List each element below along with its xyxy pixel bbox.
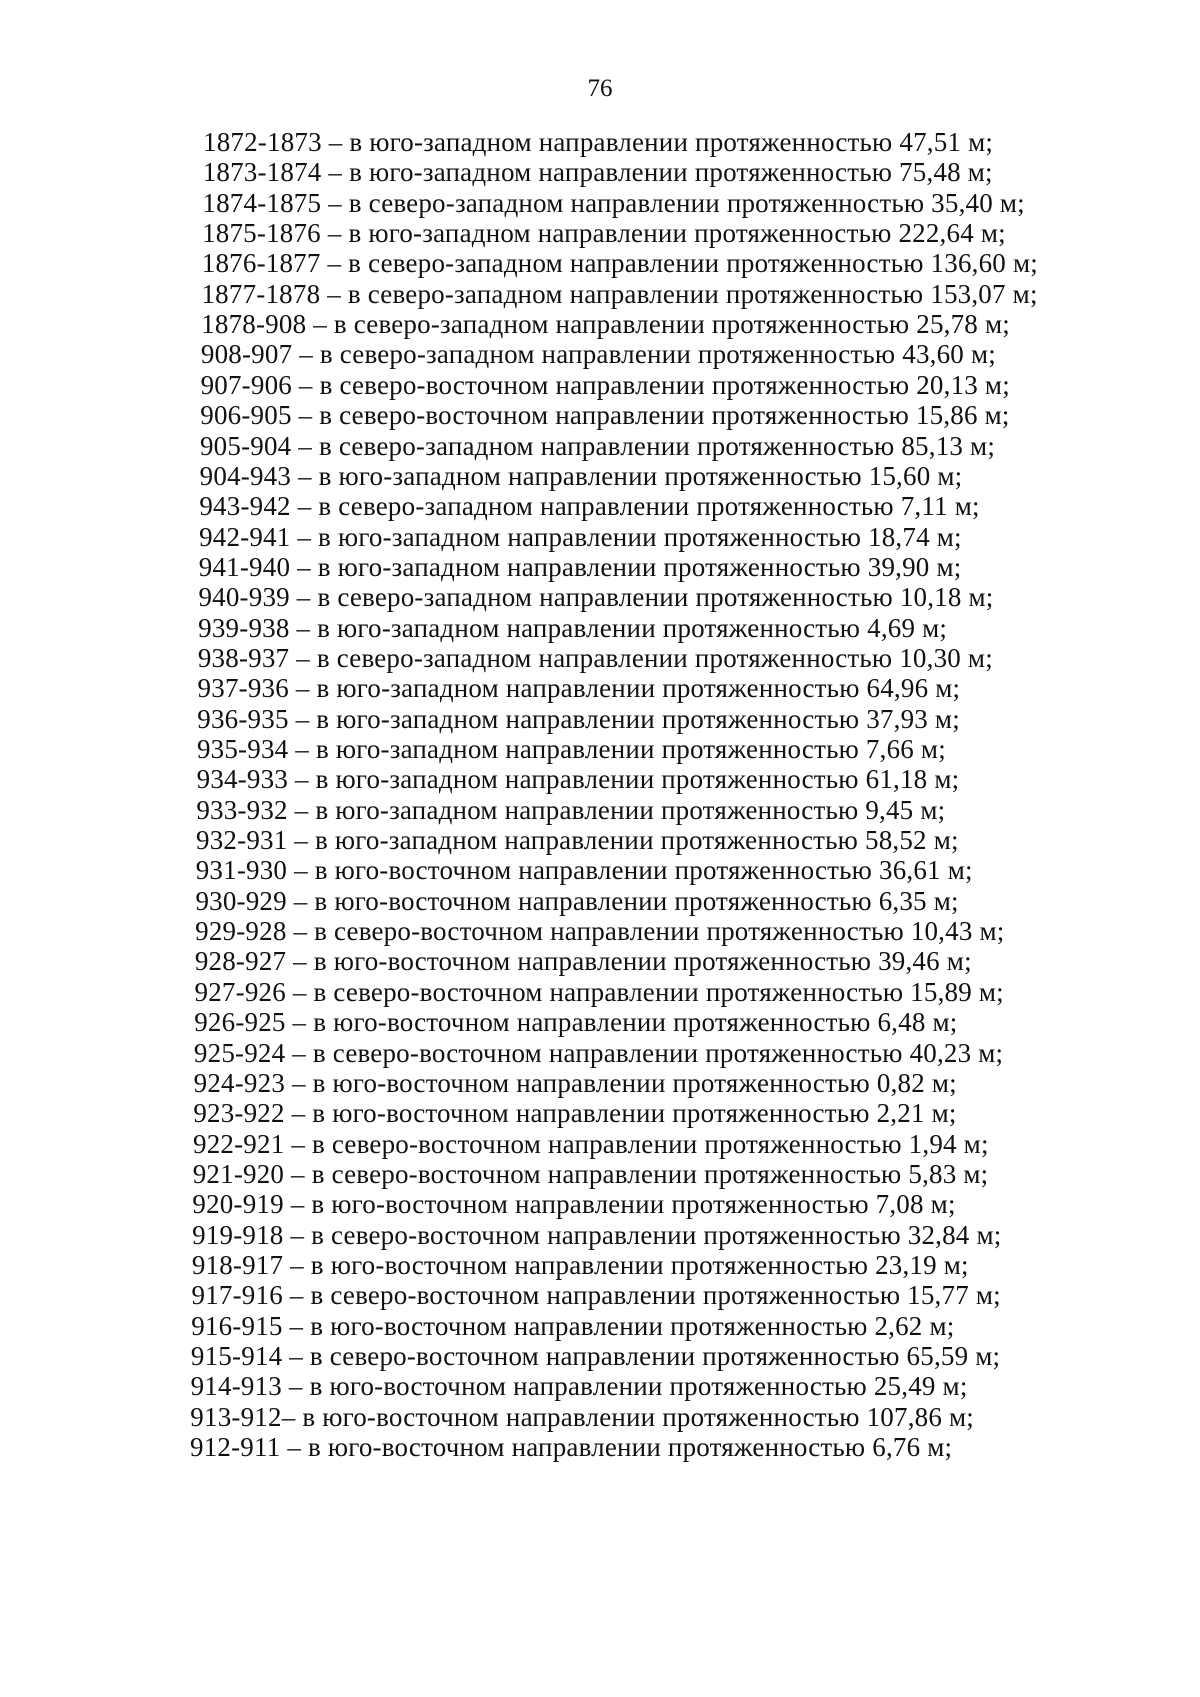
boundary-line: 918-917 – в юго-восточном направлении протяженностью 23,19 м; xyxy=(191,1249,969,1280)
boundary-line: 926-925 – в юго-восточном направлении протяженностью 6,48 м; xyxy=(194,1007,958,1038)
boundary-line: 914-913 – в юго-восточном направлении протяженностью 25,49 м; xyxy=(190,1371,968,1402)
boundary-line: 940-939 – в северо-западном направлении протяженностью 10,18 м; xyxy=(198,582,994,613)
boundary-line: 915-914 – в северо-восточном направлении протяженностью 65,59 м; xyxy=(190,1341,1001,1371)
boundary-line: 907-906 – в северо-восточном направлении протяженностью 20,13 м; xyxy=(200,369,1010,400)
boundary-line: 922-921 – в северо-восточном направлении протяженностью 1,94 м; xyxy=(193,1128,989,1159)
boundary-line: 937-936 – в юго-западном направлении протяженностью 64,96 м; xyxy=(197,673,961,704)
boundary-line: 920-919 – в юго-восточном направлении протяженностью 7,08 м; xyxy=(192,1189,956,1220)
boundary-line: 919-918 – в северо-восточном направлении протяженностью 32,84 м; xyxy=(192,1219,1002,1250)
boundary-line: 939-938 – в юго-западном направлении протяженностью 4,69 м; xyxy=(198,612,948,643)
boundary-line: 928-927 – в юго-восточном направлении протяженностью 39,46 м; xyxy=(194,946,972,977)
boundary-line: 931-930 – в юго-восточном направлении протяженностью 36,61 м; xyxy=(195,855,973,886)
page-number: 76 xyxy=(587,75,613,102)
boundary-line: 1878-908 – в северо-западном направлении протяженностью 25,78 м; xyxy=(201,309,1010,340)
boundary-line: 941-940 – в юго-западном направлении протяженностью 39,90 м; xyxy=(198,551,962,582)
boundary-line: 930-929 – в юго-восточном направлении протяженностью 6,35 м; xyxy=(195,885,959,916)
boundary-line: 929-928 – в северо-восточном направлении протяженностью 10,43 м; xyxy=(195,916,1005,947)
boundary-line: 1873-1874 – в юго-западном направлении протяженностью 75,48 м; xyxy=(202,157,993,188)
boundary-line: 917-916 – в северо-восточном направлении протяженностью 15,77 м; xyxy=(191,1280,1001,1311)
boundary-line: 934-933 – в юго-западном направлении протяженностью 61,18 м; xyxy=(196,764,960,795)
boundary-line: 936-935 – в юго-западном направлении протяженностью 37,93 м; xyxy=(197,703,960,734)
boundary-line: 1877-1878 – в северо-западном направлении протяженностью 153,07 м; xyxy=(201,278,1038,309)
boundary-line: 908-907 – в северо-западном направлении протяженностью 43,60 м; xyxy=(200,339,996,370)
boundary-line: 932-931 – в юго-западном направлении протяженностью 58,52 м; xyxy=(196,825,959,856)
boundary-line: 1874-1875 – в северо-западном направлении протяженностью 35,40 м; xyxy=(202,187,1025,218)
boundary-line: 1872-1873 – в юго-западном направлении протяженностью 47,51 м; xyxy=(203,127,994,157)
boundary-line: 905-904 – в северо-западном направлении протяженностью 85,13 м; xyxy=(199,430,996,461)
boundary-line: 1875-1876 – в юго-западном направлении протяженностью 222,64 м; xyxy=(202,218,1006,249)
boundary-line: 933-932 – в юго-западном направлении протяженностью 9,45 м; xyxy=(196,794,946,825)
boundary-line: 938-937 – в северо-западном направлении протяженностью 10,30 м; xyxy=(197,642,993,673)
boundary-line: 921-920 – в северо-восточном направлении протяженностью 5,83 м; xyxy=(192,1158,989,1189)
boundary-line: 1876-1877 – в северо-западном направлении протяженностью 136,60 м; xyxy=(201,248,1038,279)
boundary-line: 913-912– в юго-восточном направлении протяженностью 107,86 м; xyxy=(190,1401,974,1432)
boundary-line: 943-942 – в северо-западном направлении протяженностью 7,11 м; xyxy=(199,491,980,522)
boundary-line: 925-924 – в северо-восточном направлении протяженностью 40,23 м; xyxy=(193,1037,1004,1068)
boundary-line: 912-911 – в юго-восточном направлении протяженностью 6,76 м; xyxy=(190,1432,953,1463)
boundary-line: 923-922 – в юго-восточном направлении протяженностью 2,21 м; xyxy=(193,1098,957,1129)
boundary-line: 935-934 – в юго-западном направлении протяженностью 7,66 м; xyxy=(196,734,946,764)
boundary-line: 927-926 – в северо-восточном направлении протяженностью 15,89 м; xyxy=(194,976,1004,1007)
boundary-line: 904-943 – в юго-западном направлении протяженностью 15,60 м; xyxy=(199,460,963,491)
boundary-line: 916-915 – в юго-восточном направлении протяженностью 2,62 м; xyxy=(191,1310,955,1341)
boundary-line: 942-941 – в юго-западном направлении протяженностью 18,74 м; xyxy=(199,521,962,552)
boundary-line: 924-923 – в юго-восточном направлении протяженностью 0,82 м; xyxy=(193,1067,957,1098)
boundary-line: 906-905 – в северо-восточном направлении протяженностью 15,86 м; xyxy=(200,400,1010,431)
